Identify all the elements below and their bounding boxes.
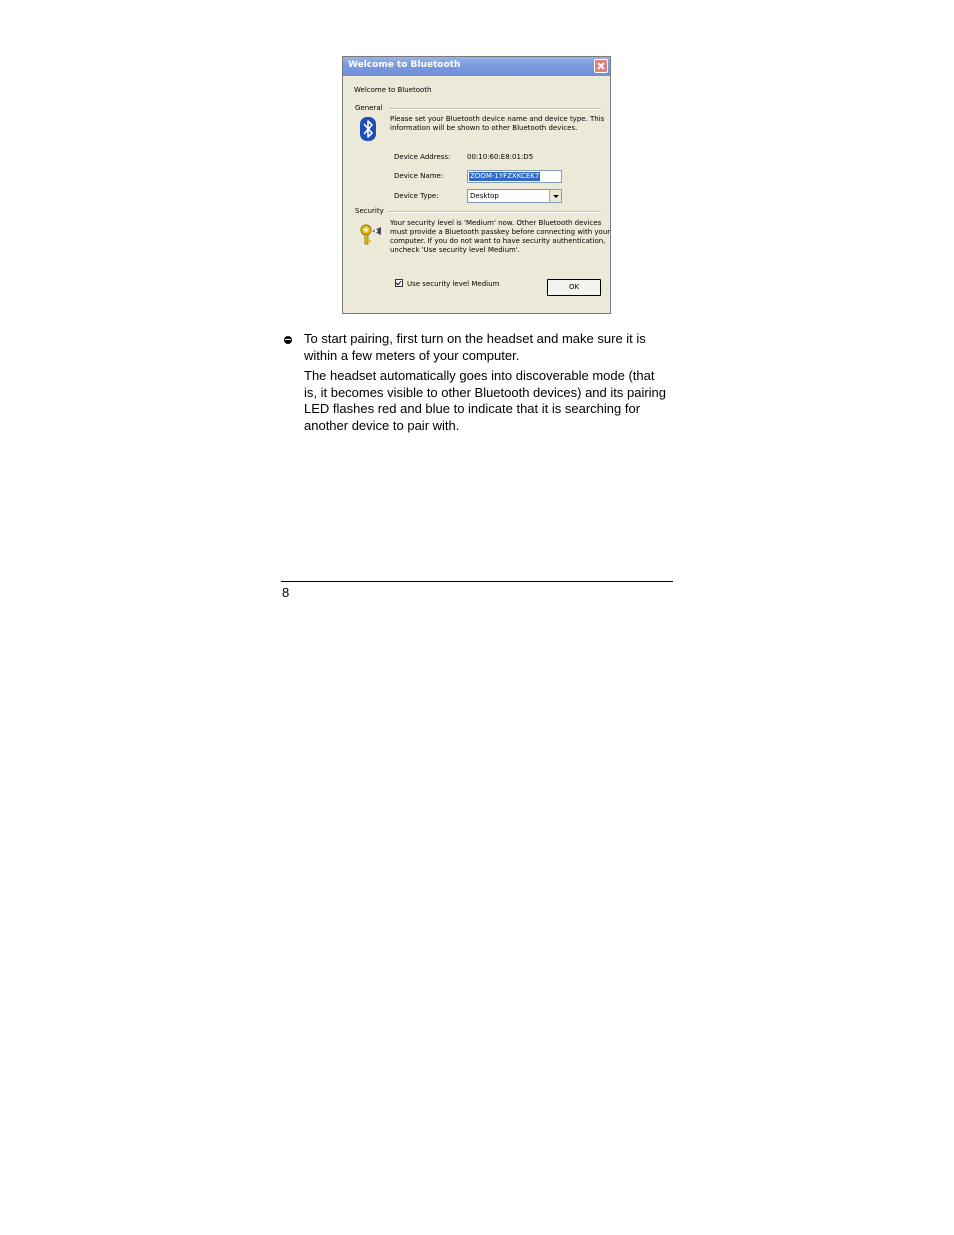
device-type-value: Desktop xyxy=(470,192,499,200)
close-icon[interactable] xyxy=(594,59,608,73)
security-description-line2: must provide a Bluetooth passkey before connecting with your xyxy=(390,228,611,236)
security-section-label: Security xyxy=(355,207,384,215)
bullet-icon xyxy=(284,336,292,344)
device-address-value: 00:10:60:E8:01:D5 xyxy=(467,153,534,161)
general-description-line1: Please set your Bluetooth device name and device type. This xyxy=(390,115,605,123)
device-name-value: ZOOM-1YFZXKCEK7 xyxy=(470,172,540,180)
dialog-title: Welcome to Bluetooth xyxy=(348,60,461,70)
bluetooth-dialog xyxy=(342,56,611,314)
device-type-label: Device Type: xyxy=(394,192,439,200)
device-name-input[interactable] xyxy=(467,170,562,183)
security-level-checkbox[interactable] xyxy=(395,279,403,287)
device-name-label: Device Name: xyxy=(394,172,444,180)
key-icon xyxy=(359,222,383,246)
device-address-label: Device Address: xyxy=(394,153,451,161)
body-paragraph: The headset automatically goes into discoverable mode (that is, it becomes visible to other Bluetooth devices) and its pairing LED flashes red and blue to indicate that it is searching for another device to pair with. xyxy=(304,368,667,433)
security-divider xyxy=(389,211,601,213)
security-description-line4: uncheck 'Use security level Medium'. xyxy=(390,246,521,254)
chevron-down-icon[interactable] xyxy=(549,190,561,202)
bluetooth-icon xyxy=(360,117,376,141)
device-type-select[interactable] xyxy=(467,189,562,203)
general-description-line2: information will be shown to other Bluetooth devices. xyxy=(390,124,578,132)
dialog-titlebar[interactable] xyxy=(343,57,610,76)
security-level-checkbox-label[interactable]: Use security level Medium xyxy=(407,280,500,288)
ok-button[interactable]: OK xyxy=(547,279,601,296)
page-number: 8 xyxy=(282,585,290,600)
bullet-text: To start pairing, first turn on the headset and make sure it is within a few meters of your computer. xyxy=(304,331,646,363)
footer-rule xyxy=(281,581,673,582)
security-description-line3: computer. If you do not want to have security authentication, xyxy=(390,237,606,245)
general-section-label: General xyxy=(355,104,383,112)
security-description-line1: Your security level is 'Medium' now. Other Bluetooth devices xyxy=(390,219,602,227)
general-divider xyxy=(389,108,601,110)
dialog-heading: Welcome to Bluetooth xyxy=(354,86,432,94)
